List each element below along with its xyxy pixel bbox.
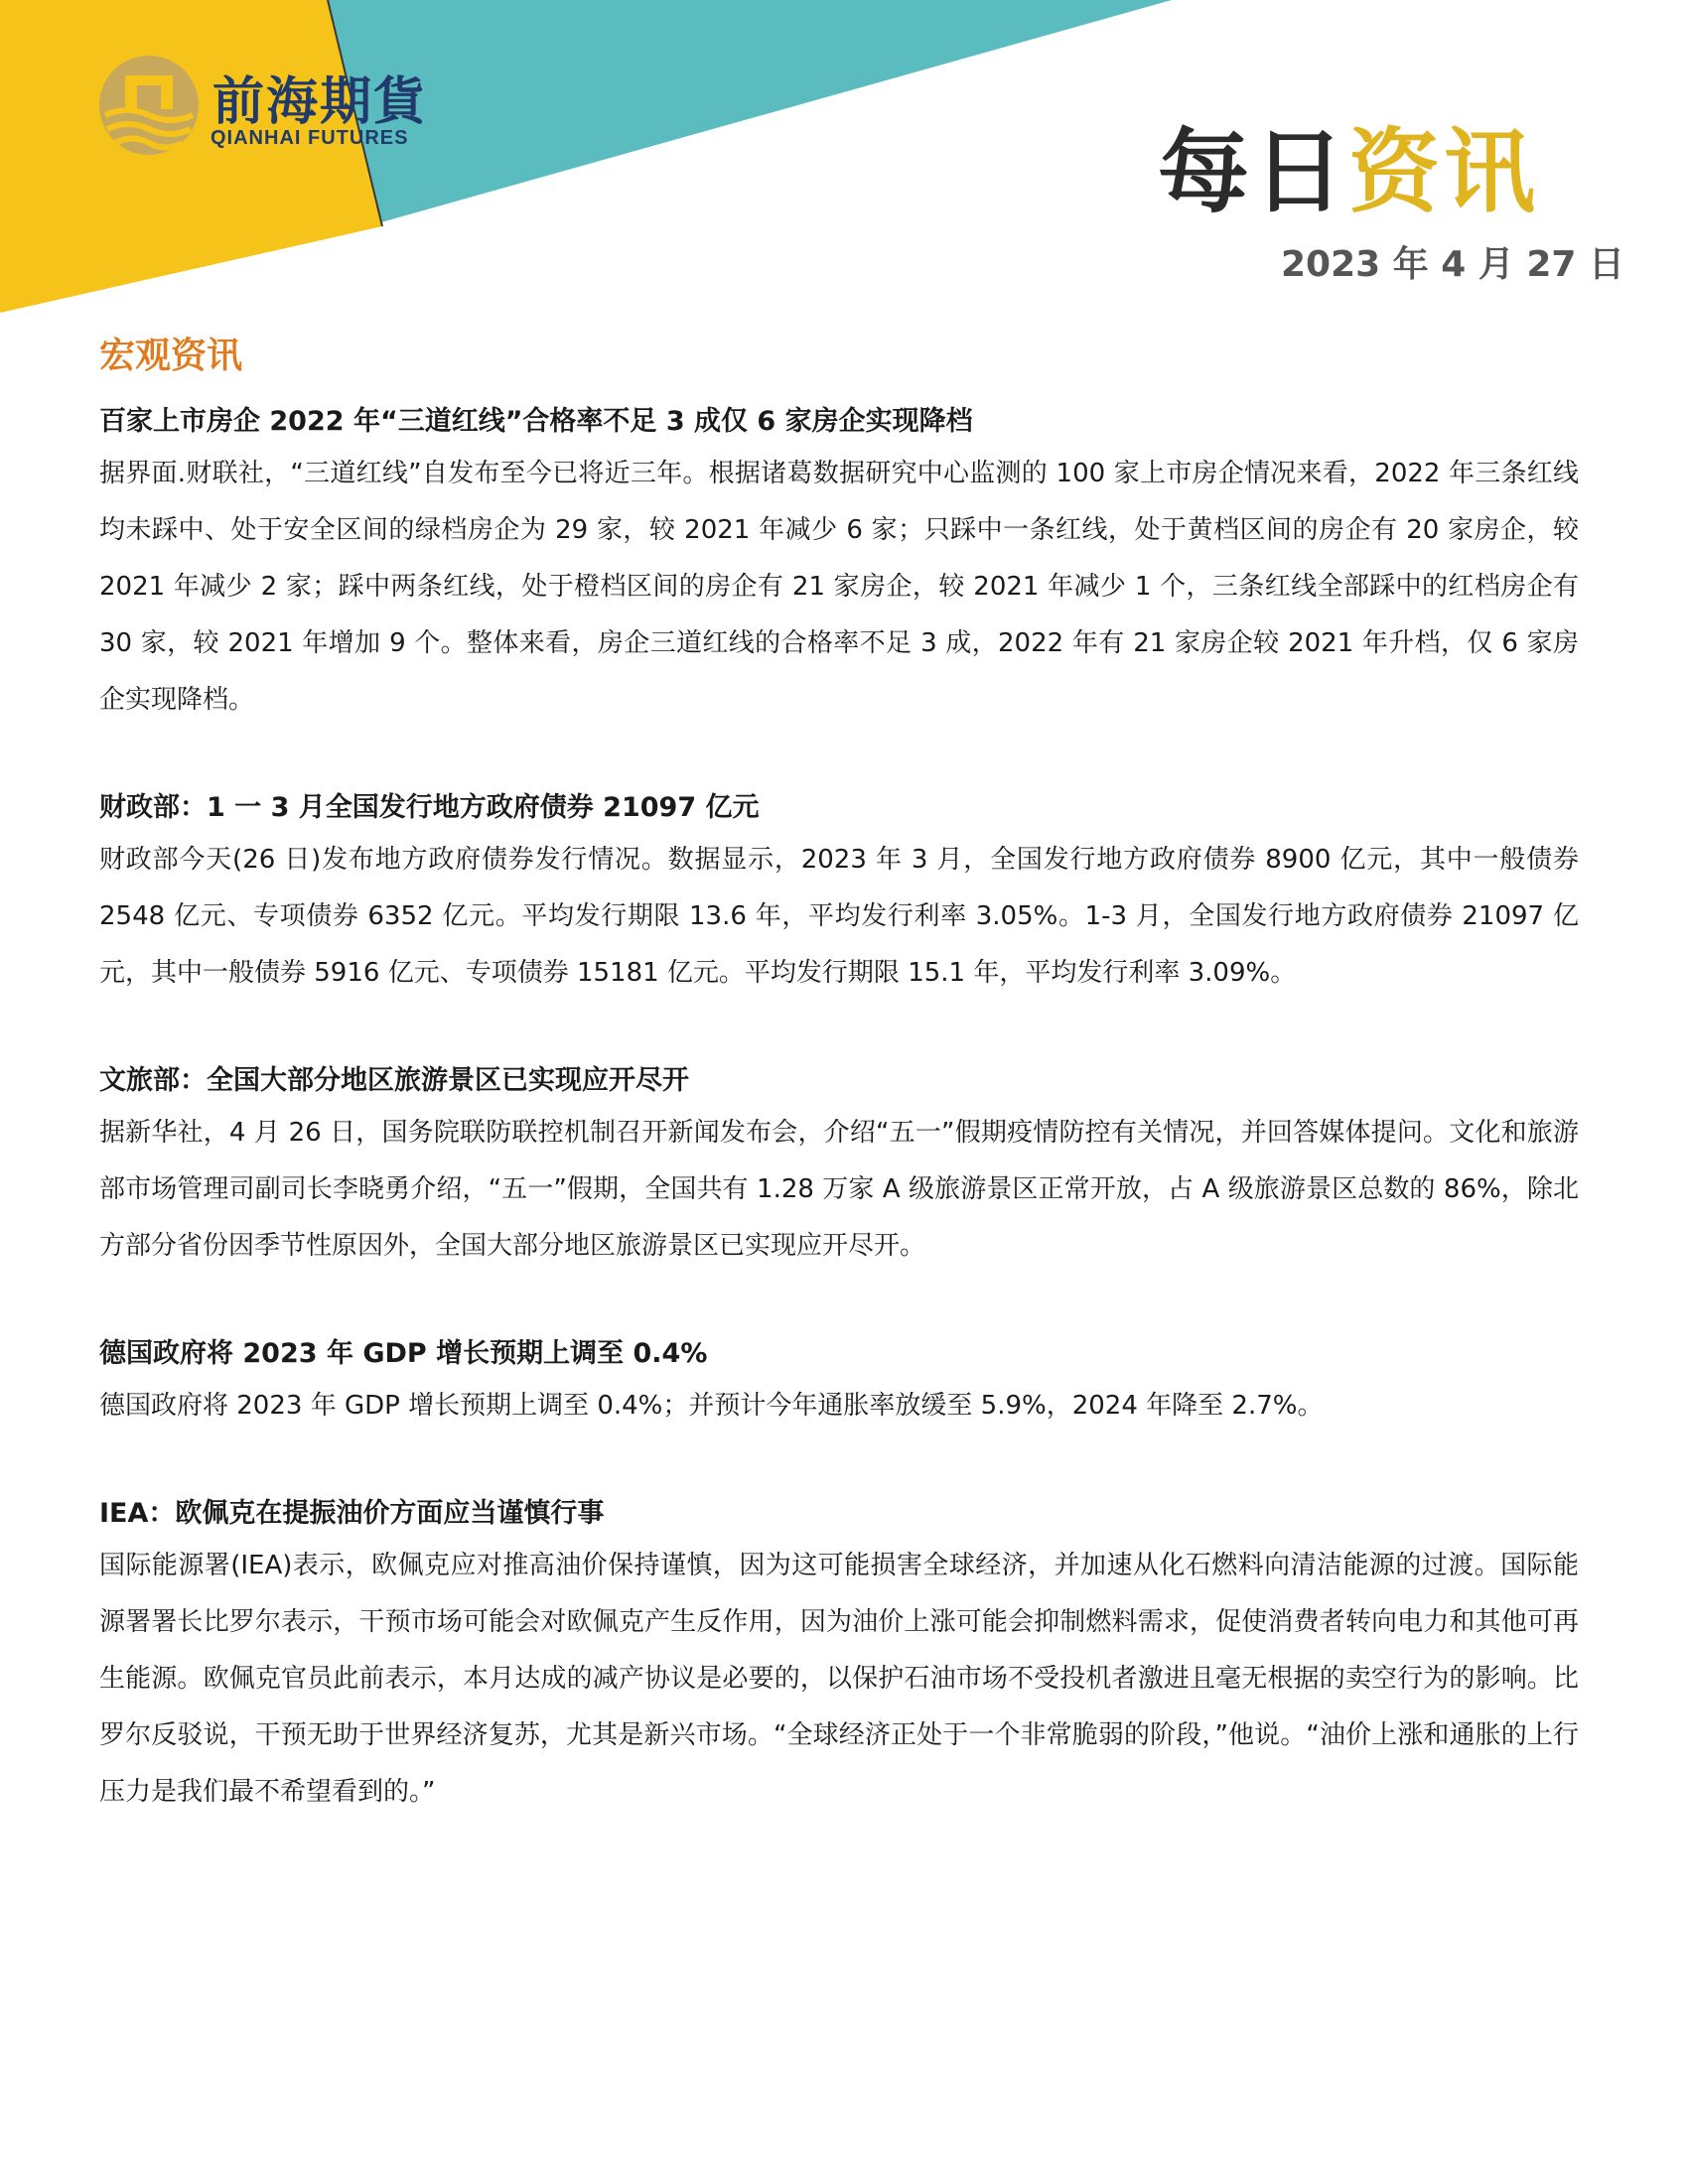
article-title: 财政部：1 一 3 月全国发行地方政府债券 21097 亿元 xyxy=(99,792,760,823)
article-body: 德国政府将 2023 年 GDP 增长预期上调至 0.4%；并预计今年通胀率放缓至 5.9%，2024 年降至 2.7%。 xyxy=(99,1391,1324,1421)
article xyxy=(99,1490,1579,1821)
logo-sun-wave-icon xyxy=(95,52,203,159)
article-body: 财政部今天(26 日)发布地方政府债券发行情况。数据显示，2023 年 3 月，全国发行地方政府债券 8900 亿元，其中一般债券 2548 亿元、专项债券 6352 亿元。平均发行期限 13.6 年，平均发行利率 3.05%。1-3 月，全国发行地方政府债券 21097 亿元，其中一般债券 5916 亿元、专项债券 15181 亿元。平均发行期限 15.1 年，平均发行利率 3.09%。 xyxy=(99,845,1579,988)
article-title: 德国政府将 2023 年 GDP 增长预期上调至 0.4% xyxy=(99,1338,708,1369)
article-title: IEA：欧佩克在提振油价方面应当谨慎行事 xyxy=(99,1498,605,1529)
article xyxy=(99,398,1579,729)
article-body: 据新华社，4 月 26 日，国务院联防联控机制召开新闻发布会，介绍“五一”假期疫情防控有关情况，并回答媒体提问。文化和旅游部市场管理司副司长李晓勇介绍，“五一”假期，全国共有 1.28 万家 A 级旅游景区正常开放，占 A 级旅游景区总数的 86%，除北方部分省份因季节性原因外，全国大部分地区旅游景区已实现应开尽开。 xyxy=(99,1118,1579,1261)
page-title-part2: 资讯 xyxy=(1347,119,1539,225)
page-title xyxy=(1158,99,1539,230)
article-body: 据界面.财联社，“三道红线”自发布至今已将近三年。根据诸葛数据研究中心监测的 100 家上市房企情况来看，2022 年三条红线均未踩中、处于安全区间的绿档房企为 29 家，较 2021 年减少 6 家；只踩中一条红线，处于黄档区间的房企有 20 家房企，较 2021 年减少 2 家；踩中两条红线，处于橙档区间的房企有 21 家房企，较 2021 年减少 1 个，三条红线全部踩中的红档房企有 30 家，较 2021 年增加 9 个。整体来看，房企三道红线的合格率不足 3 成，2022 年有 21 家房企较 2021 年升档，仅 6 家房企实现降档。 xyxy=(99,459,1579,715)
section-heading: 宏观资讯 xyxy=(99,336,243,376)
article xyxy=(99,784,1579,1002)
article-title: 文旅部：全国大部分地区旅游景区已实现应开尽开 xyxy=(99,1065,689,1096)
page-title-part1: 每日 xyxy=(1157,119,1348,225)
article-body: 国际能源署(IEA)表示，欧佩克应对推高油价保持谨慎，因为这可能损害全球经济，并加速从化石燃料向清洁能源的过渡。国际能源署署长比罗尔表示，干预市场可能会对欧佩克产生反作用，因为油价上涨可能会抑制燃料需求，促使消费者转向电力和其他可再生能源。欧佩克官员此前表示，本月达成的减产协议是必要的，以保护石油市场不受投机者激进且毫无根据的卖空行为的影响。比罗尔反驳说，干预无助于世界经济复苏，尤其是新兴市场。“全球经济正处于一个非常脆弱的阶段，”他说。“油价上涨和通胀的上行压力是我们最不希望看到的。” xyxy=(99,1551,1579,1807)
article-title: 百家上市房企 2022 年“三道红线”合格率不足 3 成仅 6 家房企实现降档 xyxy=(99,406,973,437)
logo-english-name: QIANHAI FUTURES xyxy=(211,127,409,149)
article xyxy=(99,1057,1579,1275)
logo-chinese-name: 前海期貨 xyxy=(212,71,428,132)
header-teal-band xyxy=(328,0,1172,223)
article xyxy=(99,1330,1579,1434)
company-logo xyxy=(95,52,453,161)
main-content xyxy=(99,328,1579,1876)
publish-date: 2023 年 4 月 27 日 xyxy=(1280,244,1624,285)
